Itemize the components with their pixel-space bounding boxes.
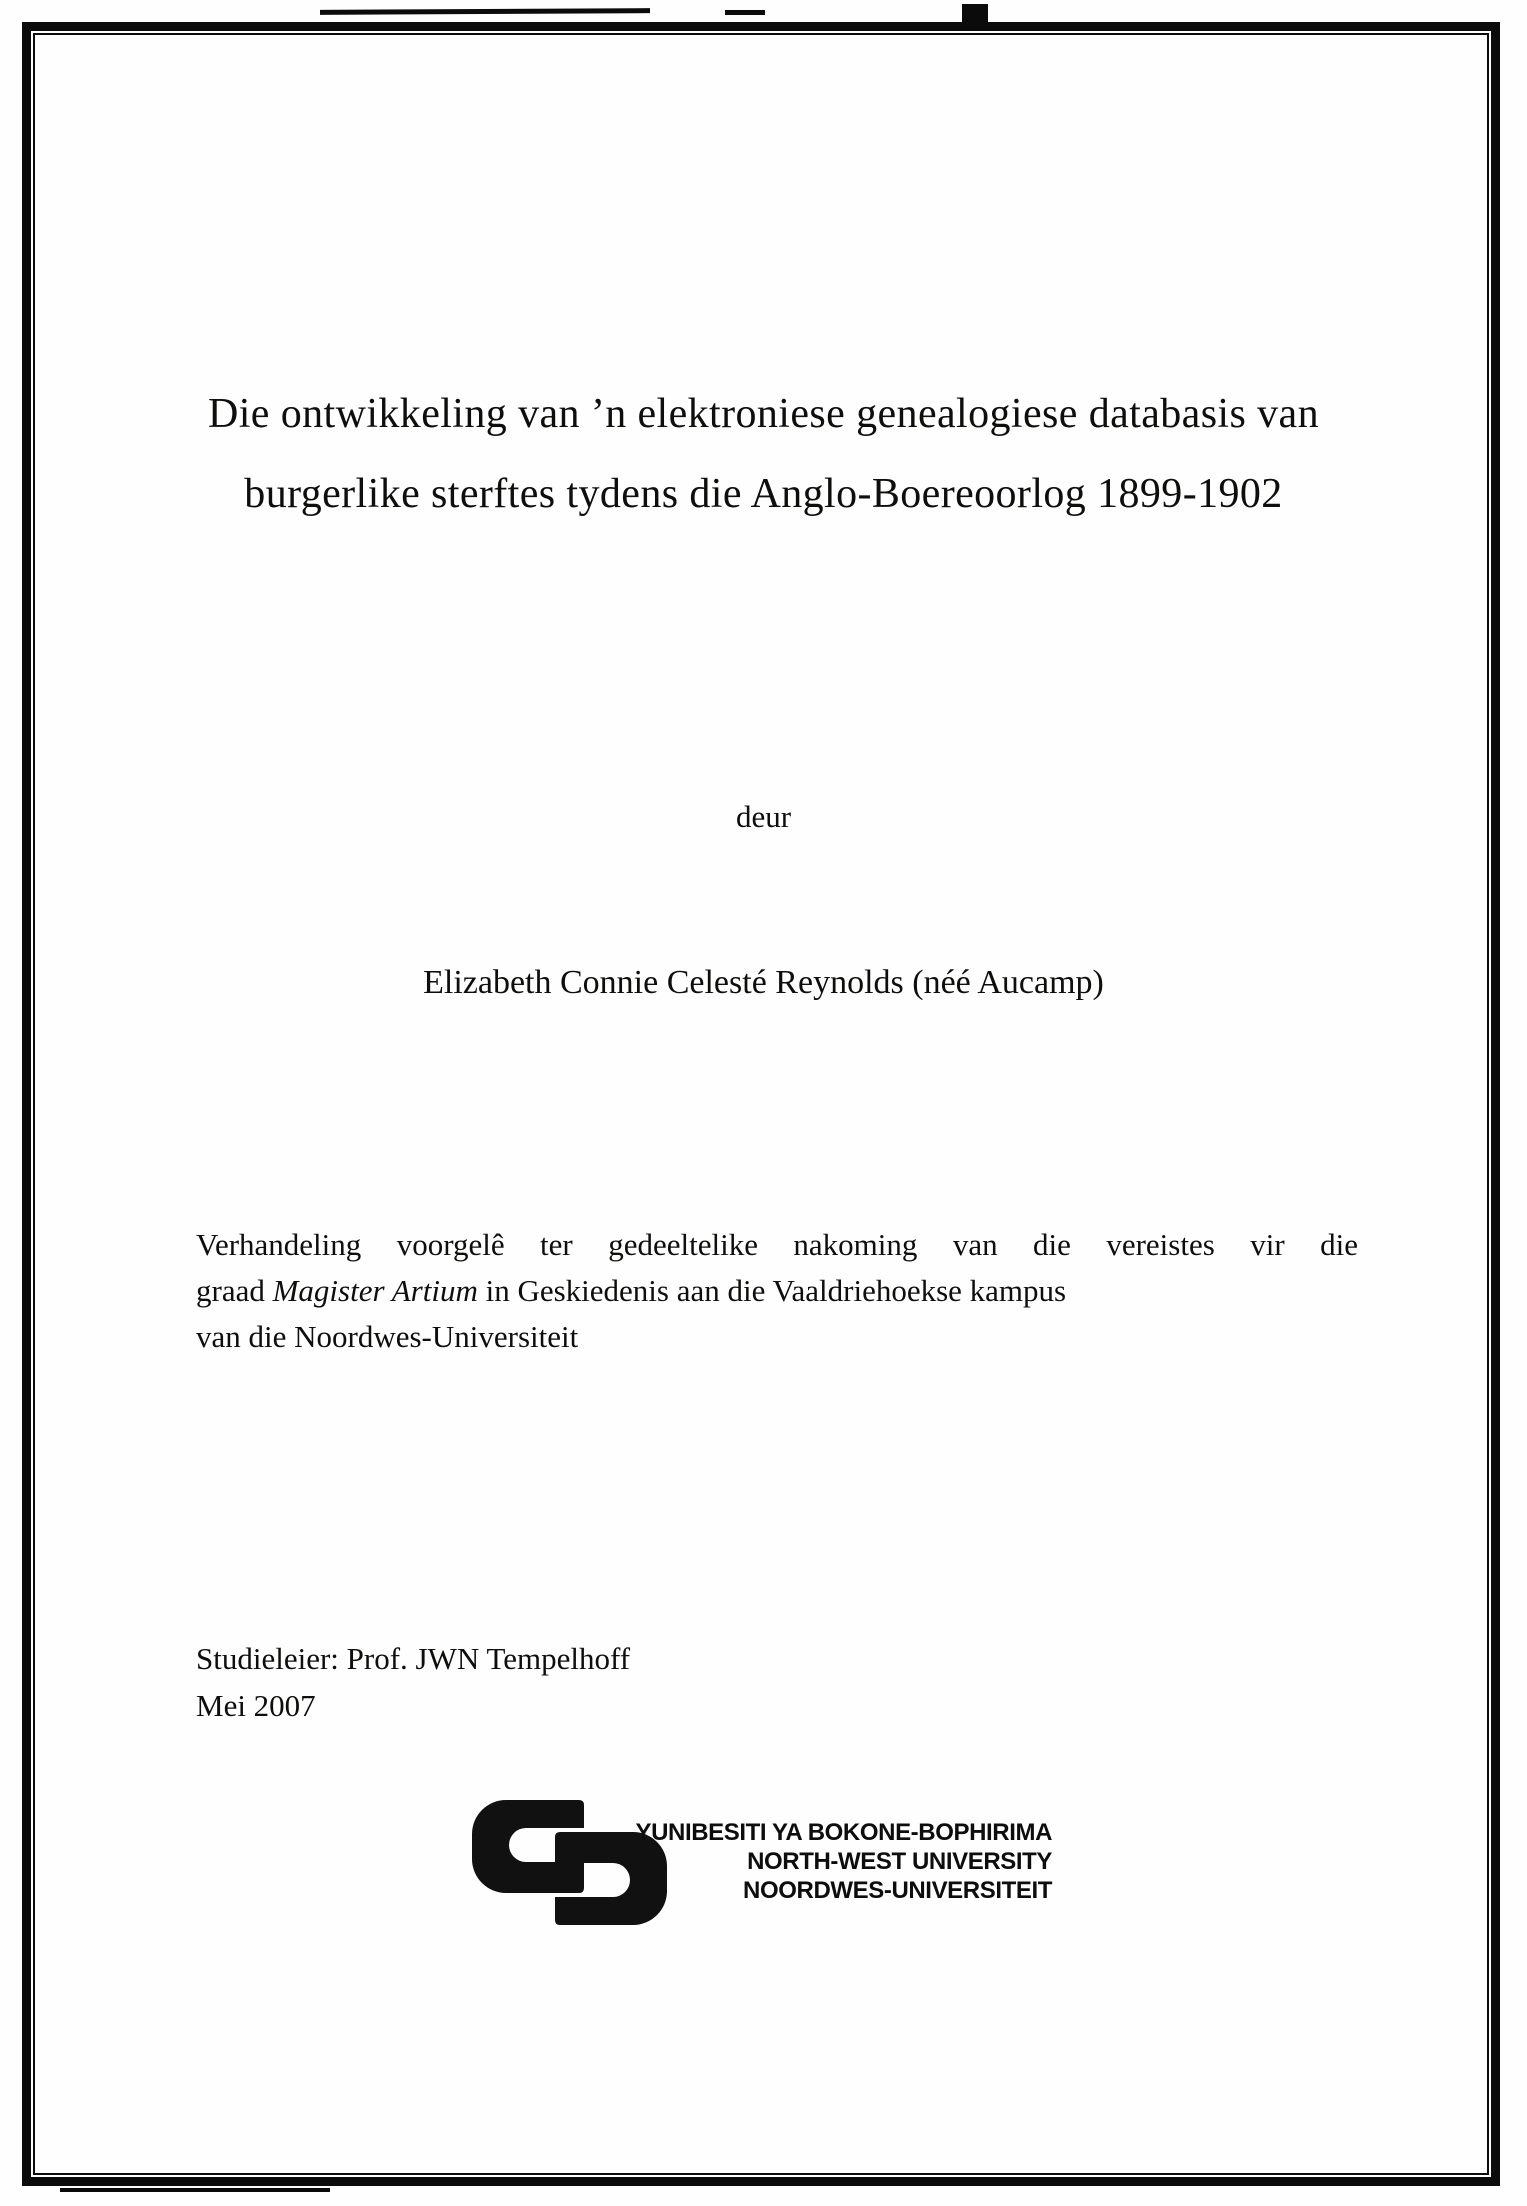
author-name: Elizabeth Connie Celesté Reynolds (néé Aucamp) [423,964,1104,1001]
thesis-title [60,374,1467,534]
scan-artifact [60,2188,330,2192]
thesis-title-line-1: Die ontwikkeling van ’n elektroniese genealogiese databasis van [207,391,1319,437]
logo-name-english: NORTH-WEST UNIVERSITY [747,1848,1052,1875]
logo-name-setswana: YUNIBESITI YA BOKONE-BOPHIRIMA [635,1819,1052,1846]
degree-statement [196,1222,1358,1360]
degree-statement-line-2 [196,1268,1358,1314]
degree-name-italic: Magister Artium [272,1273,478,1308]
university-logo [472,1800,1072,1960]
date-line: Mei 2007 [196,1688,316,1723]
thesis-title-line-2: burgerlike sterftes tydens die Anglo-Boereoorlog 1899-1902 [244,471,1283,517]
degree-statement-line-1: Verhandeling voorgelê ter gedeeltelike nakoming van die vereistes vir die [196,1227,1358,1262]
byline-label: deur [735,799,792,834]
degree-statement-line-3: van die Noordwes-Universiteit [196,1319,579,1354]
supervisor-block [196,1635,630,1729]
supervisor-line: Studieleier: Prof. JWN Tempelhoff [196,1641,631,1676]
university-logo-wordmark [585,1818,1052,1905]
logo-name-afrikaans: NOORDWES-UNIVERSITEIT [743,1877,1052,1904]
scan-artifact [320,8,650,15]
scan-artifact [725,10,765,15]
degree-statement-line-2-post: in Geskiedenis aan die Vaaldriehoekse kampus [477,1273,1067,1308]
scan-artifact [962,4,988,24]
degree-statement-line-2-pre: graad [196,1273,273,1308]
